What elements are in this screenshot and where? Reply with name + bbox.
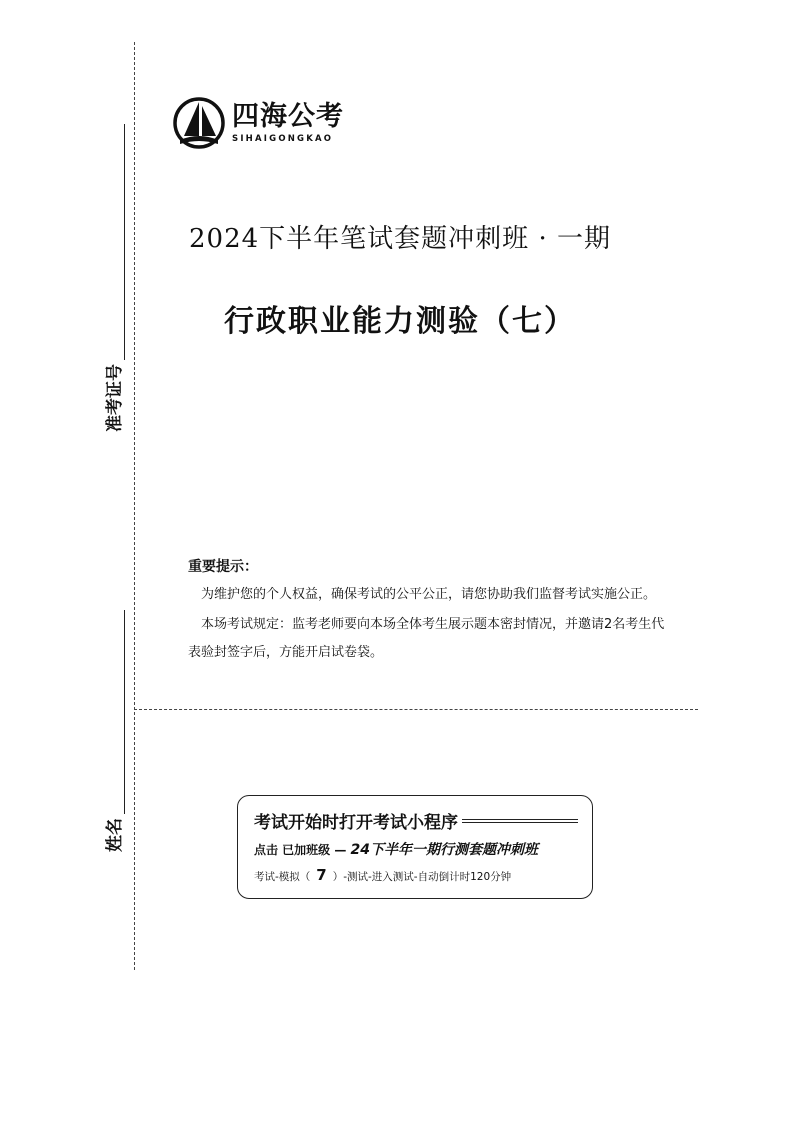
- logo-name-en: SIHAIGONGKAO: [232, 134, 334, 144]
- exam-subtitle: 2024下半年笔试套题冲刺班 · 一期: [189, 224, 611, 254]
- notice-section: [188, 553, 668, 667]
- exam-instructions-box: [237, 795, 593, 899]
- instruction-line-1: [254, 808, 578, 833]
- decorative-rule: [462, 819, 578, 823]
- binding-line-vertical: [134, 42, 135, 970]
- instruction-line-2: [254, 839, 578, 859]
- notice-heading: 重要提示：: [188, 559, 258, 575]
- notice-paragraph-1: 为维护您的个人权益，确保考试的公平公正，请您协助我们监督考试实施公正。: [201, 587, 657, 602]
- ticket-number-field[interactable]: [100, 124, 125, 432]
- logo-name-cn: 四海公考: [232, 101, 344, 132]
- class-name: 24下半年一期行测套题冲刺班: [350, 842, 539, 858]
- sailboat-logo-icon: [172, 96, 226, 150]
- instruction-line-3: [254, 866, 578, 884]
- instruction-path-suffix: ）-测试-进入测试-自动倒计时120分钟: [332, 871, 512, 883]
- mock-number: 7: [316, 866, 327, 884]
- brand-logo: [172, 96, 344, 150]
- instruction-open-app: 考试开始时打开考试小程序: [254, 813, 458, 833]
- ticket-number-label: 准考证号: [105, 364, 125, 432]
- exam-title: 行政职业能力测验（七）: [224, 304, 576, 339]
- binding-line-horizontal: [134, 709, 698, 710]
- name-label: 姓名: [105, 818, 125, 852]
- instruction-path-prefix: 考试-模拟（: [254, 871, 311, 883]
- instruction-click-class: 点击 已加班级 —: [254, 843, 351, 857]
- name-blank: [123, 610, 125, 814]
- notice-paragraph-2: 本场考试规定：监考老师要向本场全体考生展示题本密封情况，并邀请2名考生代表验封签字后，方能开启试卷袋。: [188, 617, 665, 660]
- name-field[interactable]: [100, 610, 125, 852]
